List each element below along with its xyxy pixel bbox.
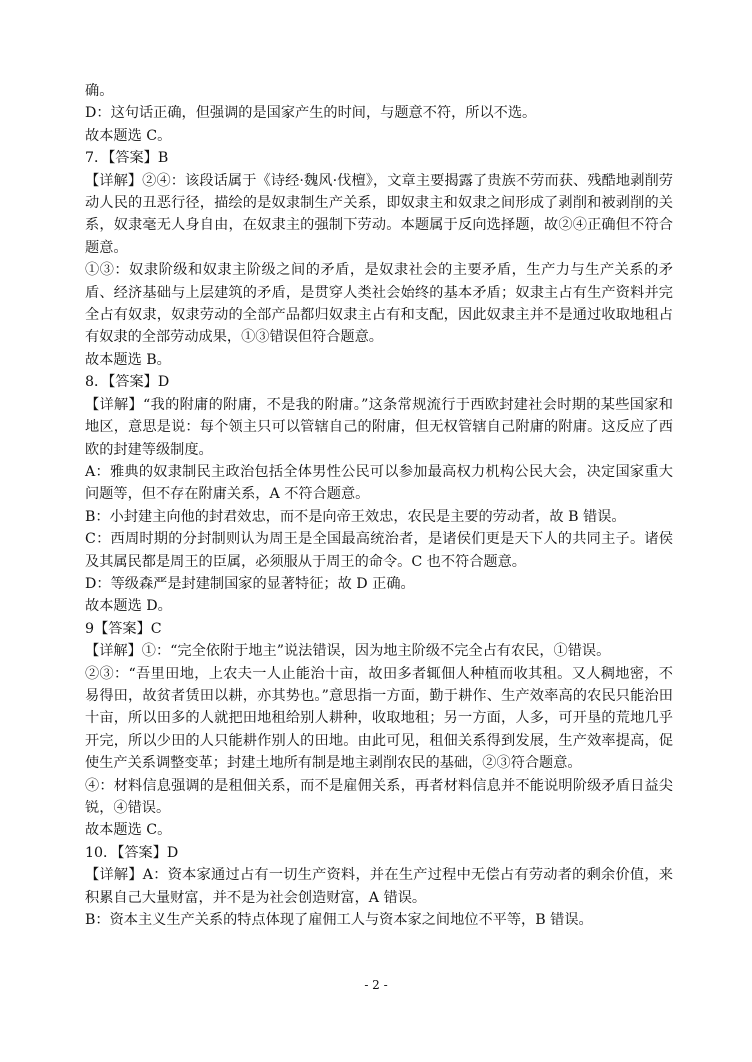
paragraph: ④：材料信息强调的是租佃关系，而不是雇佣关系，再者材料信息并不能说明阶级矛盾日益尖锐，④错误。 — [85, 777, 673, 816]
paragraph: ②③：“吾里田地，上农夫一人止能治十亩，故田多者辄佃人种植而收其租。又人稠地密，不易得田，故贫者赁田以耕，亦其势也。”意思指一方面，勤于耕作、生产效率高的农民只能治田十亩，所以田多的人就把田地租给别人耕种，收取地租；另一方面，人多，可开垦的荒地几乎开完，所以少田的人只能耕作别人的田地。由此可见，租佃关系得到发展，生产效率提高，促使生产关系调整变革；封建土地所有制是地主剥削农民的基础，②③符合题意。 — [85, 665, 673, 772]
paragraph: ①③：奴隶阶级和奴隶主阶级之间的矛盾，是奴隶社会的主要矛盾，生产力与生产关系的矛盾、经济基础与上层建筑的矛盾，是贯穿人类社会始终的基本矛盾；奴隶主占有生产资料并完全占有奴隶，奴隶劳动的全部产品都归奴隶主占有和支配，因此奴隶主并不是通过收取地租占有奴隶的全部劳动成果，①③错误但符合题意。 — [85, 262, 673, 346]
page-number: - 2 - — [364, 978, 388, 992]
paragraph: D：等级森严是封建制国家的显著特征；故 D 正确。 — [85, 575, 415, 592]
paragraph: 故本题选 D。 — [85, 598, 172, 615]
question-answer-heading: 7．【答案】B — [85, 150, 169, 167]
paragraph: D：这句话正确，但强调的是国家产生的时间，与题意不符，所以不选。 — [85, 105, 537, 122]
paragraph: 故本题选 C。 — [85, 127, 172, 144]
paragraph: B：小封建主向他的封君效忠，而不是向帝王效忠，农民是主要的劳动者，故 B 错误。 — [85, 508, 626, 525]
paragraph: 确。 — [85, 83, 114, 99]
question-answer-heading: 9【答案】C — [85, 620, 162, 637]
paragraph: 【详解】②④：该段话属于《诗经·魏风·伐檀》，文章主要揭露了贵族不劳而获、残酷地剥削劳动人民的丑恶行径，描绘的是奴隶制生产关系，即奴隶主和奴隶之间形成了剥削和被剥削的关系，奴隶毫无人身自由，在奴隶主的强制下劳动。本题属于反向选择题，故②④正确但不符合题意。 — [85, 172, 673, 256]
paragraph: 故本题选 B。 — [85, 351, 171, 368]
paragraph: 【详解】A：资本家通过占有一切生产资料，并在生产过程中无偿占有劳动者的剩余价值，来积累自己大量财富，并不是为社会创造财富，A 错误。 — [85, 867, 673, 906]
paragraph: 故本题选 C。 — [85, 822, 172, 839]
paragraph: 【详解】①：“完全依附于地主”说法错误，因为地主阶级不完全占有农民，①错误。 — [85, 643, 611, 660]
paragraph: B：资本主义生产关系的特点体现了雇佣工人与资本家之间地位不平等，B 错误。 — [85, 912, 593, 929]
question-answer-heading: 8．【答案】D — [85, 374, 170, 391]
document-body — [85, 80, 673, 931]
question-answer-heading: 10．【答案】D — [85, 844, 179, 861]
paragraph: A：雅典的奴隶制民主政治包括全体男性公民可以参加最高权力机构公民大会，决定国家重大问题等，但不存在附庸关系，A 不符合题意。 — [85, 463, 673, 503]
paragraph: C：西周时期的分封制则认为周王是全国最高统治者，是诸侯们更是天下人的共同主子。诸侯及其属民都是周王的臣属，必须服从于周王的命令。C 也不符合题意。 — [85, 531, 673, 570]
paragraph: 【详解】“我的附庸的附庸，不是我的附庸。”这条常规流行于西欧封建社会时期的某些国家和地区，意思是说：每个领主只可以管辖自己的附庸，但无权管辖自己附庸的附庸。这反应了西欧的封建等级制度。 — [85, 396, 673, 458]
